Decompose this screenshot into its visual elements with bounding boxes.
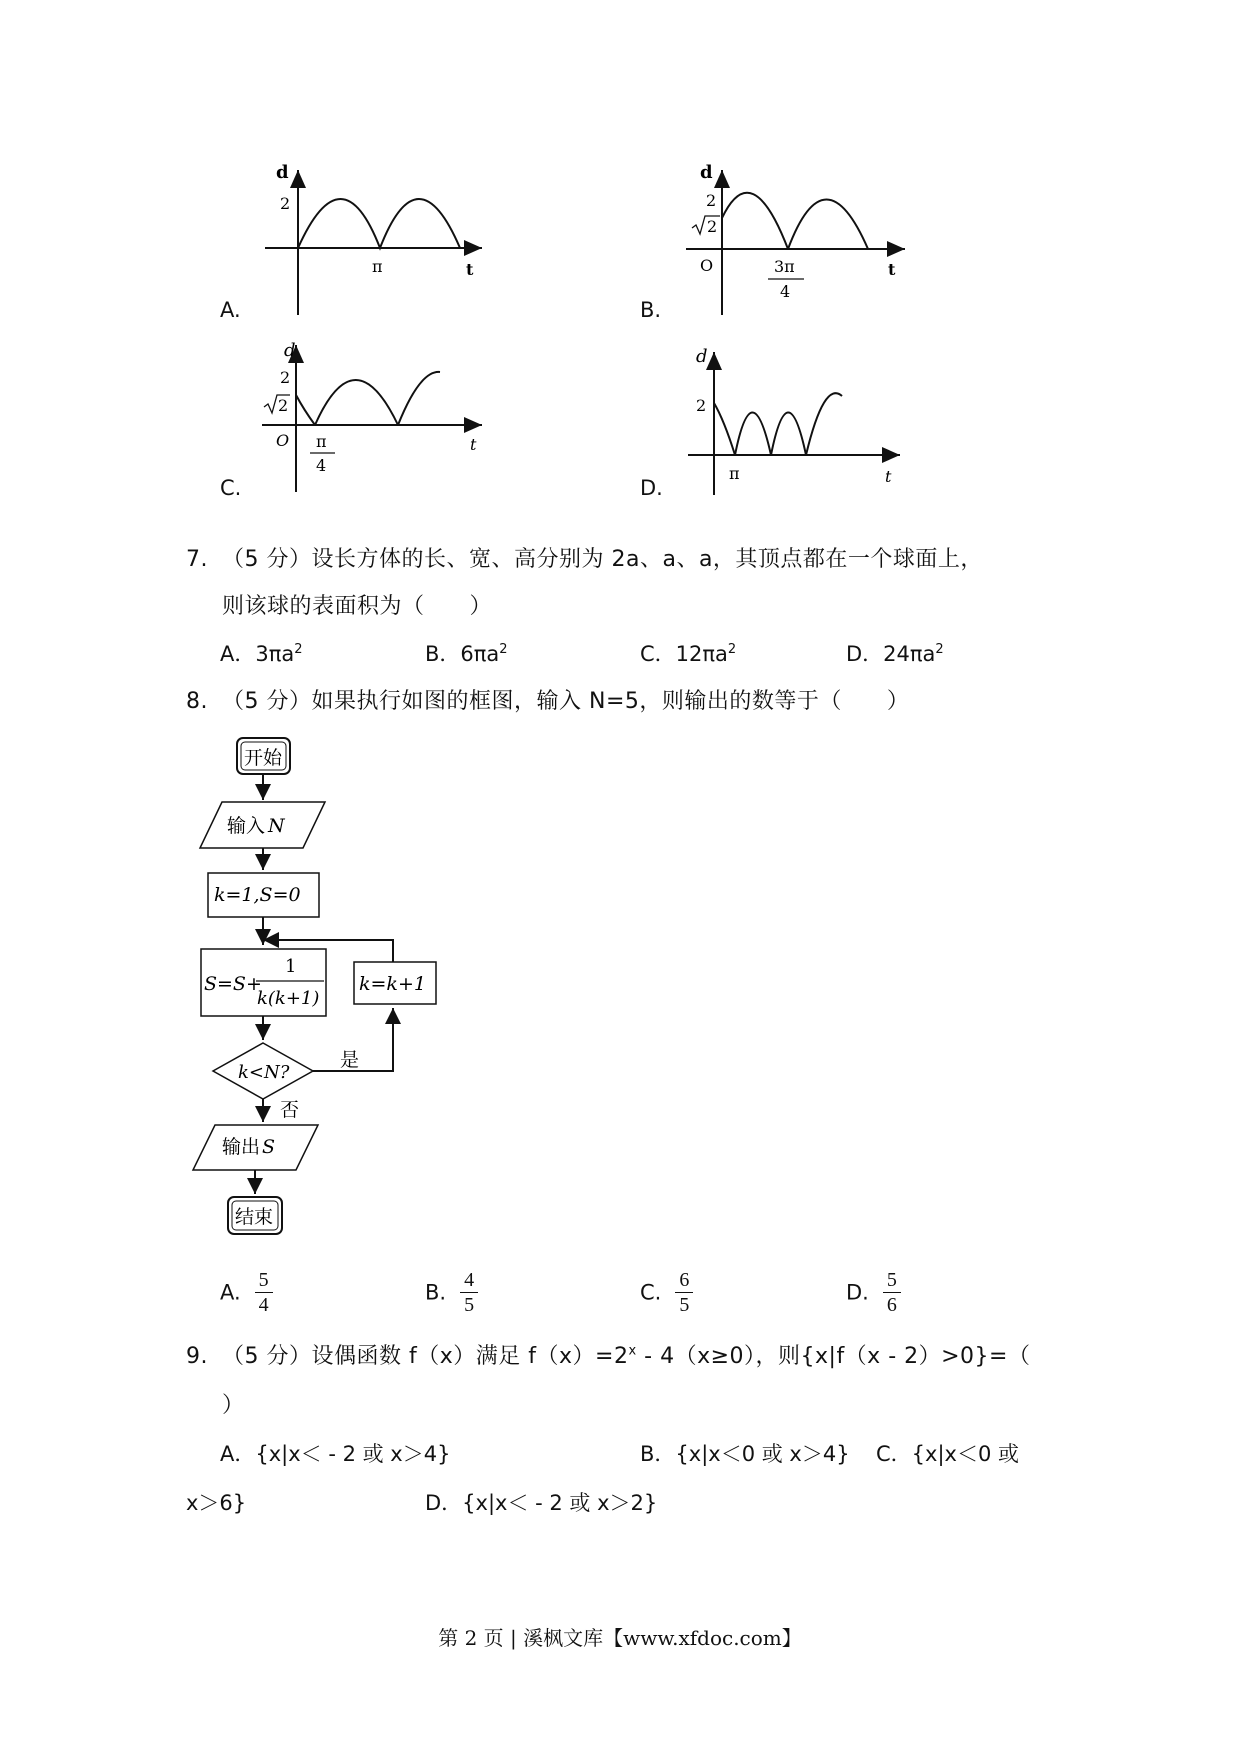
q9-option-c-cont: x＞6} bbox=[186, 1491, 247, 1515]
graph-d-d-label: d bbox=[696, 346, 708, 367]
q7-option-d: D．$24\pi a^2$ bbox=[846, 642, 944, 666]
q6-graphs bbox=[0, 0, 1240, 500]
q7-option-a: A．$3\pi a^2$ bbox=[220, 642, 303, 666]
graph-b-tick-2: 2 bbox=[706, 191, 717, 210]
flow-init-text: k=1,S=0 bbox=[214, 884, 301, 906]
graph-c-tick-num: π bbox=[316, 432, 327, 451]
flow-input-prefix: 输入 bbox=[227, 815, 266, 837]
q9-option-c: C．{x|x＜0 或 bbox=[876, 1442, 1019, 1466]
graph-a bbox=[265, 162, 482, 315]
q9-option-a: A．{x|x＜ - 2 或 x＞4} bbox=[220, 1442, 451, 1466]
graph-c-tick-den: 4 bbox=[316, 456, 327, 475]
q8-option-c: C. $\frac{6}{5}$ bbox=[640, 1268, 693, 1317]
flow-input-var: N bbox=[268, 815, 285, 837]
graph-a-option-label: A. bbox=[220, 298, 241, 322]
q7-number: 7. bbox=[186, 547, 208, 572]
q8-option-d: D. $\frac{5}{6}$ bbox=[846, 1268, 901, 1317]
graph-c-tick-sqrt2: 2 bbox=[278, 396, 289, 415]
flow-update-s-den: k(k+1) bbox=[257, 988, 320, 1009]
graph-b-tick-sqrt2: 2 bbox=[707, 217, 718, 236]
graph-b-tick-den: 4 bbox=[780, 282, 791, 301]
graph-c-t-label: t bbox=[470, 435, 477, 454]
graph-b-origin: O bbox=[700, 256, 714, 275]
graph-d-t-label: t bbox=[885, 467, 892, 486]
graph-a-tick-pi: π bbox=[372, 257, 383, 276]
graph-c-option-label: C. bbox=[220, 476, 242, 500]
q8-option-b: B. $\frac{4}{5}$ bbox=[425, 1268, 478, 1317]
graph-c-tick-2: 2 bbox=[280, 368, 291, 387]
flow-start-text: 开始 bbox=[244, 747, 283, 769]
q8-number: 8. bbox=[186, 689, 208, 714]
graph-c-d-label: d bbox=[284, 340, 296, 361]
graph-c-origin: O bbox=[276, 431, 290, 450]
graph-d-tick-pi: π bbox=[729, 464, 740, 483]
graph-d-option-label: D. bbox=[640, 476, 663, 500]
flow-end-text: 结束 bbox=[235, 1206, 274, 1228]
page-footer: 第 2 页 | 溪枫文库【www.xfdoc.com】 bbox=[438, 1626, 802, 1650]
graph-b-t-label: t bbox=[888, 260, 896, 279]
graph-d bbox=[688, 346, 900, 495]
graph-a-tick-2: 2 bbox=[280, 194, 291, 213]
q7-stem-line2: 则该球的表面积为（ ） bbox=[222, 594, 493, 619]
q9-stem-line1: （5 分）设偶函数 f（x）满足 $f(x)=2^x - 4(x\ge 0)$，则{x|f（x - 2）>0}=（ bbox=[222, 1343, 1031, 1369]
q7-option-c: C．$12\pi a^2$ bbox=[640, 642, 737, 666]
flow-decision-text: k<N? bbox=[238, 1062, 290, 1083]
graph-a-d-label: d bbox=[276, 162, 289, 183]
graph-b-d-label: d bbox=[700, 162, 713, 183]
q7-option-b: B．$6\pi a^2$ bbox=[425, 642, 508, 666]
graph-b bbox=[686, 162, 905, 315]
flow-output-var: S bbox=[262, 1136, 276, 1158]
flow-update-s-num: 1 bbox=[285, 956, 297, 977]
q9-number: 9. bbox=[186, 1344, 208, 1369]
q9-option-d: D．{x|x＜ - 2 或 x＞2} bbox=[425, 1491, 658, 1515]
graph-d-tick-2: 2 bbox=[696, 396, 707, 415]
graph-b-option-label: B. bbox=[640, 298, 662, 322]
flow-output-prefix: 输出 bbox=[222, 1136, 261, 1158]
flow-yes-label: 是 bbox=[340, 1049, 360, 1071]
q8-option-a: A. $\frac{5}{4}$ bbox=[220, 1268, 273, 1317]
q9-option-b: B．{x|x＜0 或 x＞4} bbox=[640, 1442, 850, 1466]
graph-c bbox=[262, 340, 482, 492]
flow-no-label: 否 bbox=[280, 1099, 300, 1121]
graph-a-t-label: t bbox=[466, 260, 474, 279]
q8-stem: （5 分）如果执行如图的框图，输入 N=5，则输出的数等于（ ） bbox=[222, 689, 910, 714]
q9-stem-line2: ） bbox=[222, 1393, 245, 1418]
flow-update-k-text: k=k+1 bbox=[359, 973, 426, 995]
q8-flowchart bbox=[0, 720, 520, 1240]
graph-b-tick-num: 3π bbox=[774, 257, 795, 276]
flow-update-s-left: S=S+ bbox=[204, 973, 262, 995]
q7-stem-line1: （5 分）设长方体的长、宽、高分别为 2a、a、a，其顶点都在一个球面上， bbox=[222, 547, 983, 572]
